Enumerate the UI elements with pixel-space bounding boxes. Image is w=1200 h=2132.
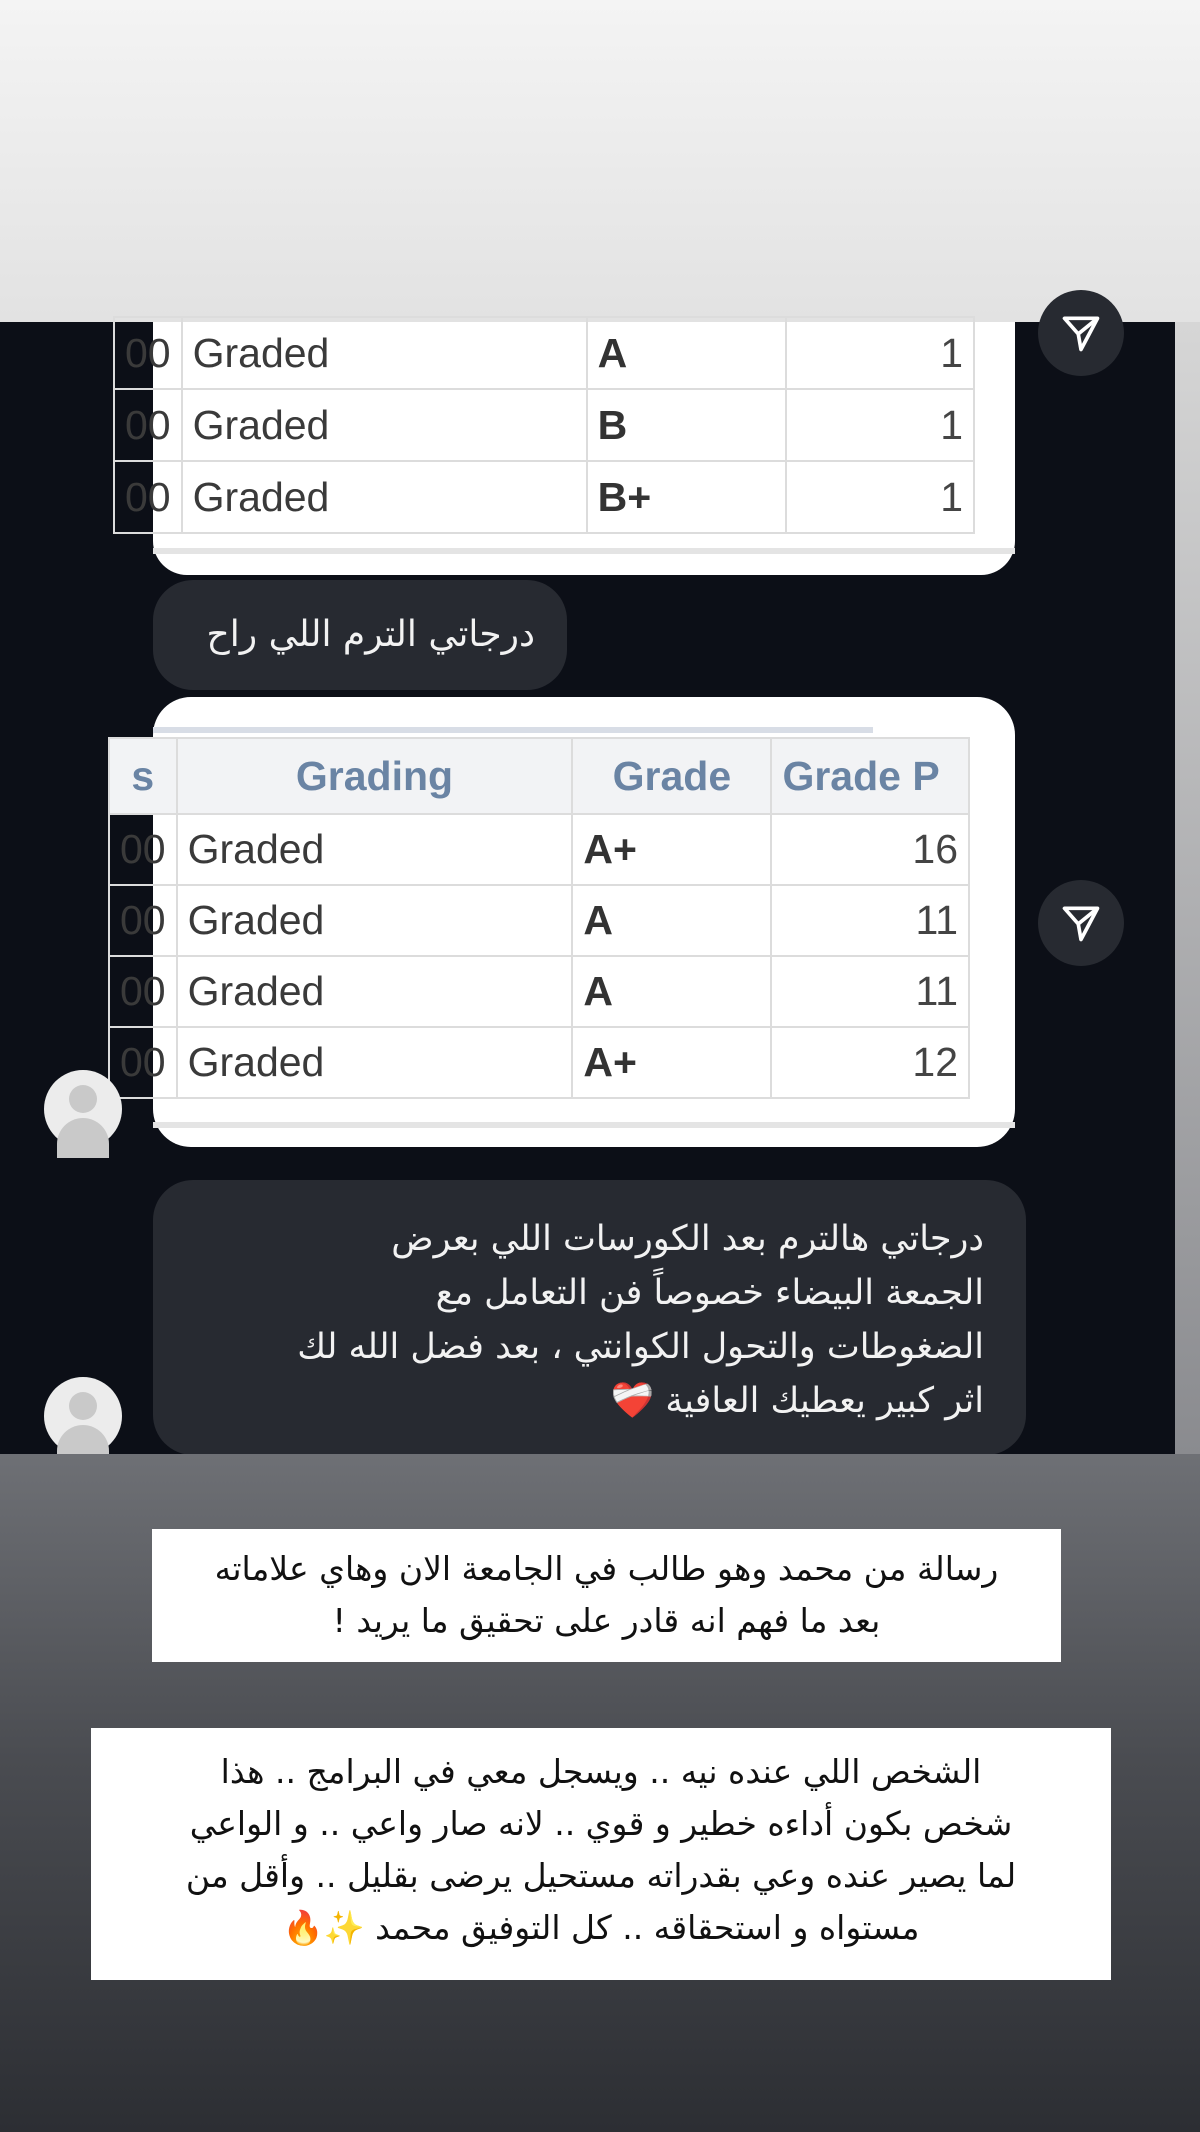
story-top-blank — [0, 0, 1200, 322]
table-cell: 00 — [109, 956, 177, 1027]
table-cell: 1 — [786, 389, 974, 461]
column-header: Grade — [572, 738, 771, 814]
table-cell: 00 — [109, 885, 177, 956]
caption-line: الشخص اللي عنده نيه .. ويسجل معي في البرامج .. هذا — [220, 1752, 982, 1791]
table-row — [109, 956, 969, 1027]
table-cell: Graded — [177, 1027, 573, 1098]
table-cell: A — [572, 885, 771, 956]
story-edge — [1175, 322, 1200, 1454]
table-cell: 1 — [786, 461, 974, 533]
message-line: الجمعة البيضاء خصوصاً فن التعامل مع — [435, 1273, 984, 1313]
column-header: Grading — [177, 738, 573, 814]
table-cell: A+ — [572, 814, 771, 885]
caption-line: مستواه و استحقاقه .. كل التوفيق محمد ✨🔥 — [282, 1908, 920, 1947]
grades-table — [113, 316, 975, 534]
table-cell: 1 — [786, 317, 974, 389]
caption-line: بعد ما فهم انه قادر على تحقيق ما يريد ! — [332, 1601, 881, 1640]
table-cell: 16 — [771, 814, 969, 885]
table-cell: Graded — [182, 317, 587, 389]
send-icon[interactable] — [1038, 880, 1124, 966]
table-cell: 11 — [771, 956, 969, 1027]
table-row — [114, 461, 974, 533]
table-cell: Graded — [182, 389, 587, 461]
table-cell: 11 — [771, 885, 969, 956]
grades-image-previous-term[interactable] — [125, 322, 1015, 575]
table-cell: Graded — [177, 956, 573, 1027]
message-bubble[interactable] — [153, 1180, 1026, 1455]
table-cell: 00 — [114, 389, 182, 461]
table-cell: A — [572, 956, 771, 1027]
caption-line: شخص بكون أداءه خطير و قوي .. لانه صار واعي .. و الواعي — [189, 1804, 1013, 1843]
table-cell: Graded — [182, 461, 587, 533]
avatar-icon[interactable] — [44, 1377, 122, 1455]
table-header-row — [109, 738, 969, 814]
table-cell: 00 — [109, 1027, 177, 1098]
caption-box — [91, 1728, 1111, 1980]
table-cell: Graded — [177, 814, 573, 885]
grades-image-current-term[interactable] — [120, 697, 1015, 1147]
table-cell: B — [587, 389, 786, 461]
table-row — [109, 885, 969, 956]
chat-screenshot — [0, 322, 1175, 1454]
table-cell: B+ — [587, 461, 786, 533]
message-line: اثر كبير يعطيك العافية ❤️‍🩹 — [610, 1381, 984, 1421]
table-cell: 00 — [114, 461, 182, 533]
table-cell: A — [587, 317, 786, 389]
caption-box — [152, 1529, 1061, 1662]
grades-table — [108, 737, 970, 1099]
table-cell: 00 — [114, 317, 182, 389]
send-icon[interactable] — [1038, 290, 1124, 376]
table-row — [114, 317, 974, 389]
column-header: s — [109, 738, 177, 814]
table-top-bar — [153, 727, 873, 733]
table-cell: A+ — [572, 1027, 771, 1098]
table-cell: Graded — [177, 885, 573, 956]
table-bottom-edge — [153, 548, 1015, 554]
message-bubble[interactable]: درجاتي الترم اللي راح — [153, 580, 567, 690]
message-line: الضغوطات والتحول الكوانتي ، بعد فضل الله لك — [297, 1327, 984, 1367]
table-row — [109, 1027, 969, 1098]
table-cell: 12 — [771, 1027, 969, 1098]
table-row — [109, 814, 969, 885]
message-line: درجاتي هالترم بعد الكورسات اللي بعرض — [391, 1219, 984, 1259]
caption-line: رسالة من محمد وهو طالب في الجامعة الان وهاي علاماته — [214, 1549, 999, 1588]
avatar-icon[interactable] — [44, 1070, 122, 1148]
table-cell: 00 — [109, 814, 177, 885]
caption-line: لما يصير عنده وعي بقدراته مستحيل يرضى بقليل .. وأقل من — [185, 1856, 1017, 1895]
table-bottom-edge — [153, 1122, 1015, 1128]
table-row — [114, 389, 974, 461]
column-header: Grade P — [771, 738, 969, 814]
